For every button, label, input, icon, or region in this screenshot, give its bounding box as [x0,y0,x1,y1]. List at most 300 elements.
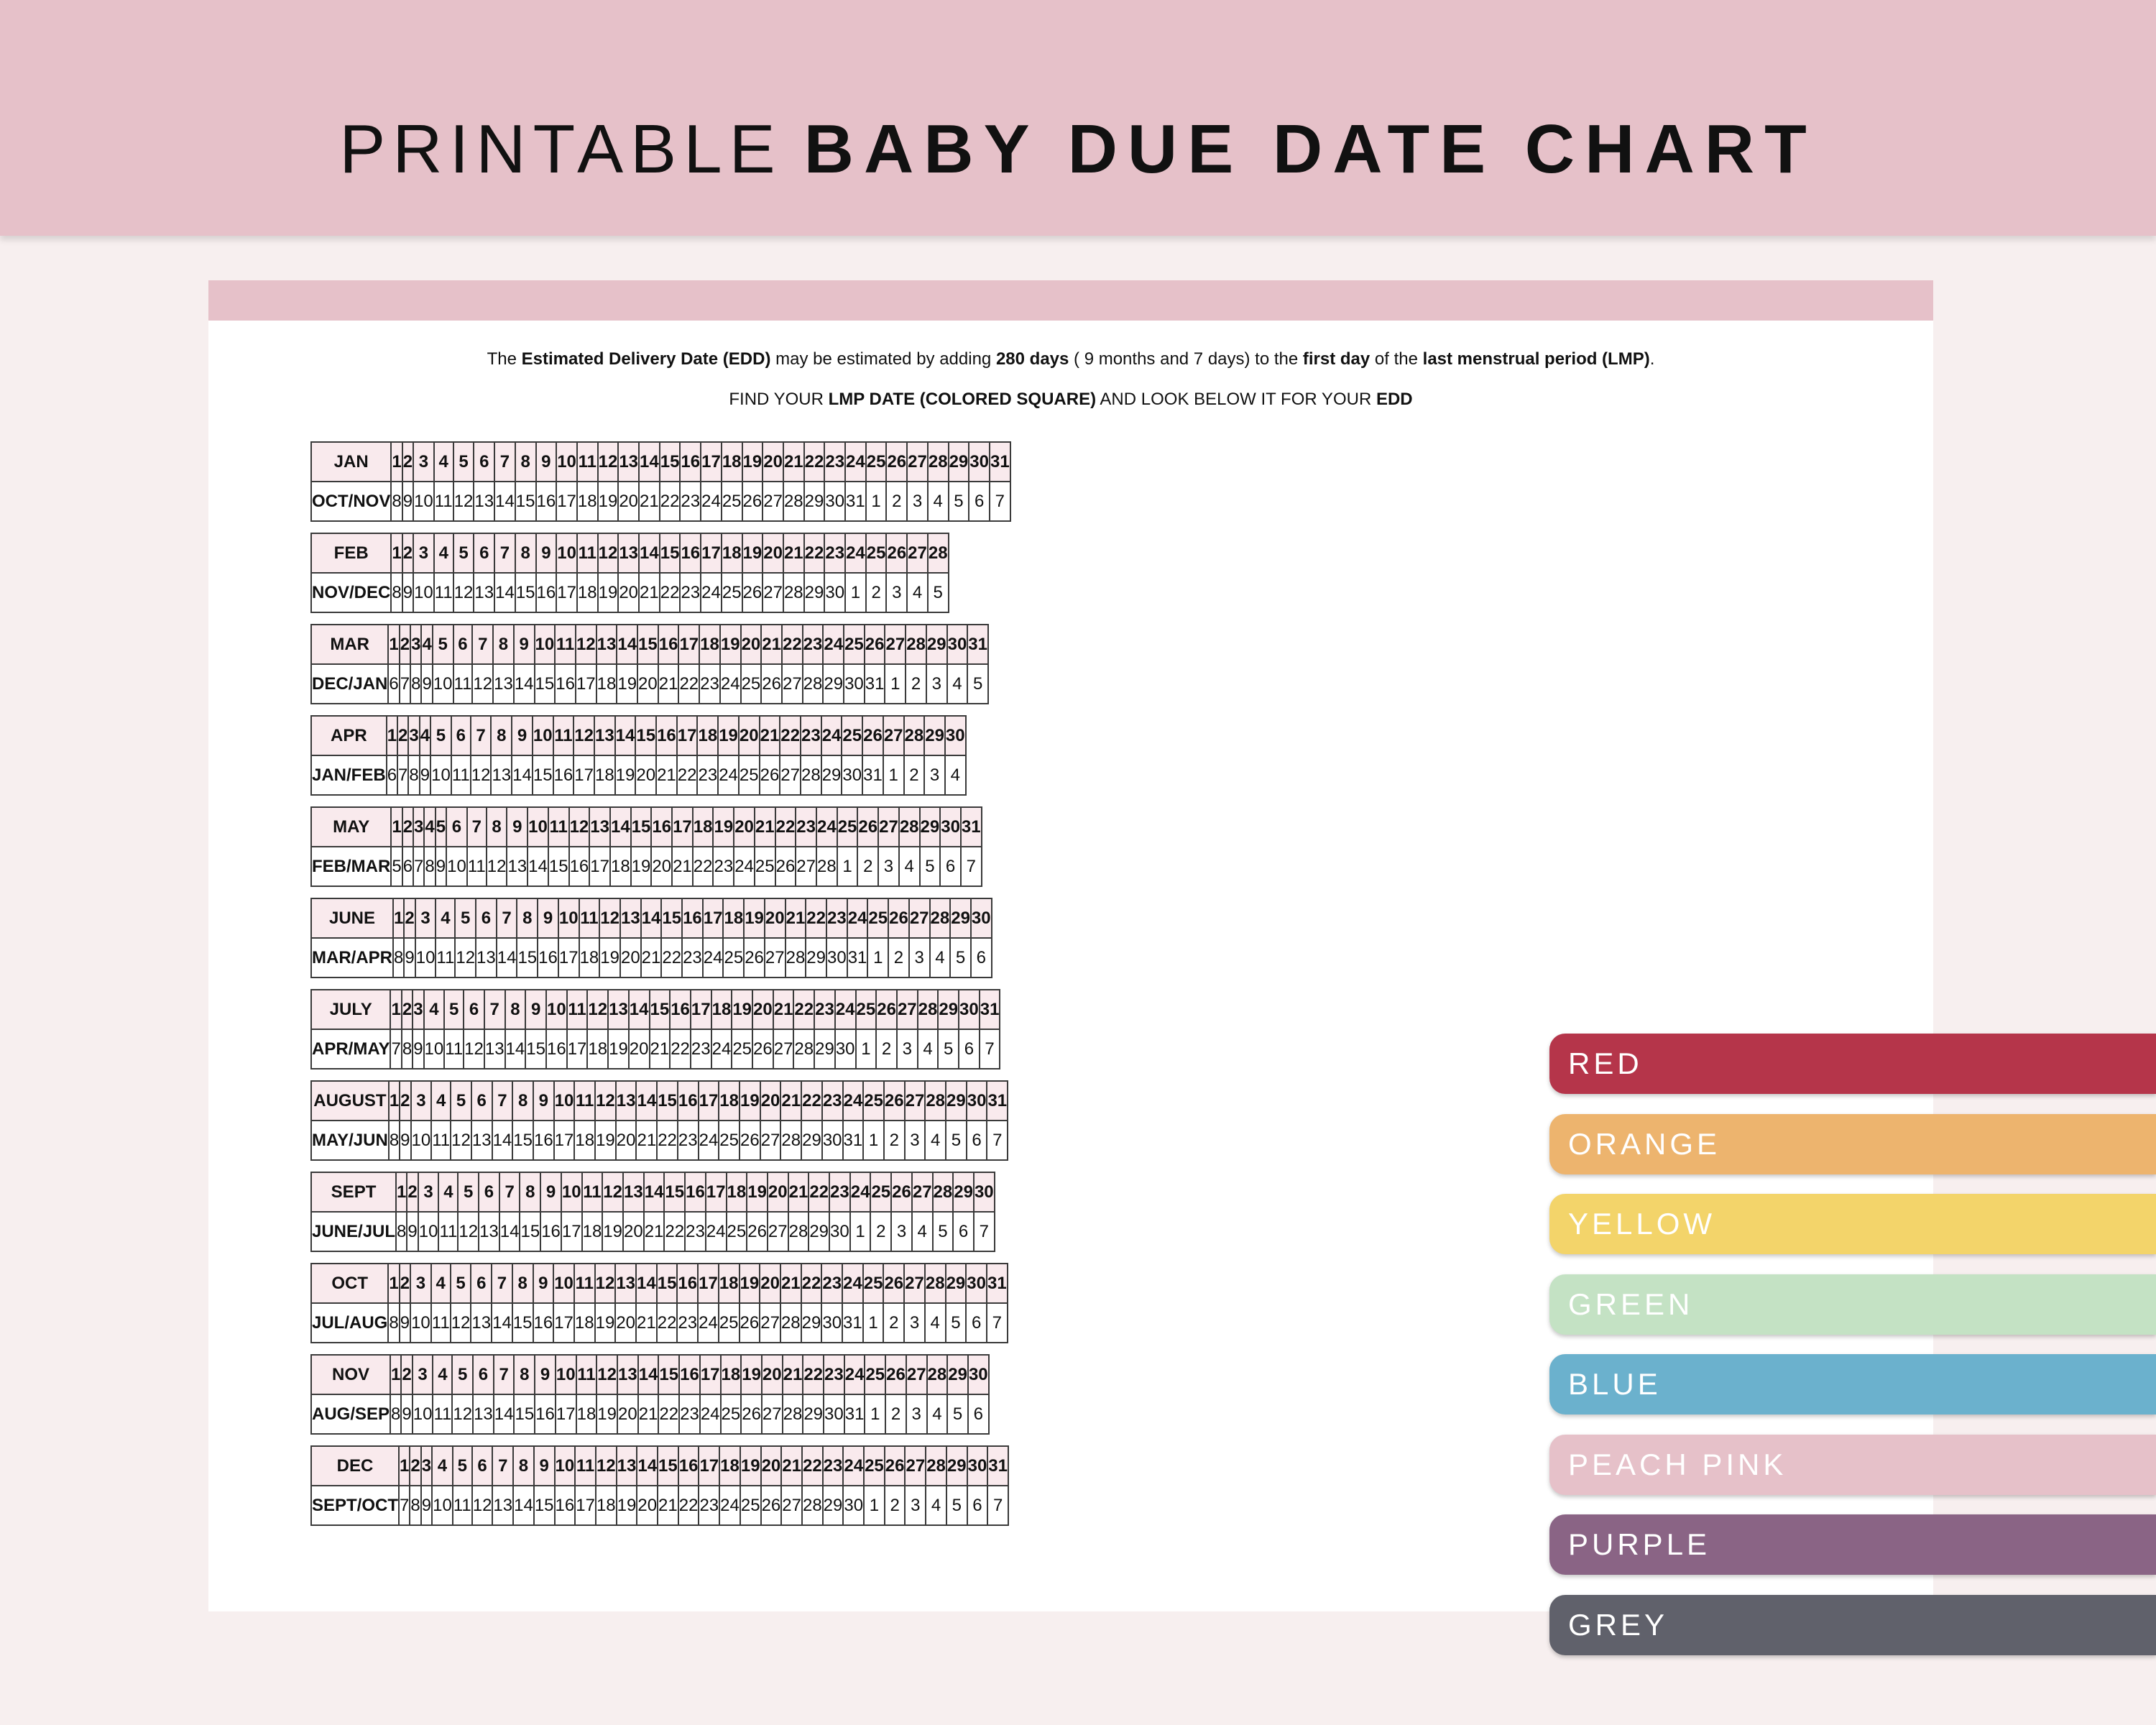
lmp-day-cell[interactable]: 26 [888,898,909,938]
lmp-day-cell[interactable]: 18 [693,807,714,847]
lmp-day-cell[interactable]: 20 [741,625,762,664]
lmp-day-cell[interactable]: 8 [520,1172,540,1212]
lmp-day-cell[interactable]: 10 [546,990,567,1029]
lmp-day-cell[interactable]: 19 [742,442,763,482]
lmp-day-cell[interactable]: 11 [553,716,574,755]
lmp-day-cell[interactable]: 23 [829,1172,850,1212]
lmp-day-cell[interactable]: 16 [685,1172,706,1212]
lmp-day-cell[interactable]: 31 [990,442,1010,482]
lmp-day-cell[interactable]: 4 [433,1355,452,1394]
lmp-day-cell[interactable]: 27 [878,807,899,847]
lmp-day-cell[interactable]: 16 [656,716,677,755]
lmp-day-cell[interactable]: 30 [947,625,968,664]
lmp-day-cell[interactable]: 1 [393,898,404,938]
lmp-day-cell[interactable]: 19 [742,533,763,573]
lmp-day-cell[interactable]: 22 [801,1081,822,1121]
lmp-day-cell[interactable]: 17 [701,442,722,482]
lmp-day-cell[interactable]: 9 [536,442,557,482]
lmp-day-cell[interactable]: 3 [413,990,423,1029]
lmp-day-cell[interactable]: 12 [599,898,620,938]
lmp-day-cell[interactable]: 1 [391,533,402,573]
lmp-day-cell[interactable]: 14 [615,716,636,755]
lmp-day-cell[interactable]: 10 [528,807,548,847]
lmp-day-cell[interactable]: 29 [920,807,941,847]
lmp-day-cell[interactable]: 18 [719,1081,740,1121]
lmp-day-cell[interactable]: 18 [719,1446,740,1486]
lmp-day-cell[interactable]: 23 [822,1081,843,1121]
lmp-day-cell[interactable]: 25 [867,898,888,938]
lmp-day-cell[interactable]: 24 [845,442,866,482]
lmp-day-cell[interactable]: 11 [582,1172,603,1212]
lmp-day-cell[interactable]: 20 [763,533,783,573]
lmp-day-cell[interactable]: 3 [411,1081,432,1121]
lmp-day-cell[interactable]: 19 [713,807,734,847]
lmp-day-cell[interactable]: 5 [436,807,446,847]
lmp-day-cell[interactable]: 15 [661,898,682,938]
lmp-day-cell[interactable]: 21 [773,990,794,1029]
lmp-day-cell[interactable]: 28 [930,898,951,938]
lmp-day-cell[interactable]: 10 [533,716,553,755]
lmp-day-cell[interactable]: 6 [464,990,484,1029]
lmp-day-cell[interactable]: 23 [803,625,824,664]
lmp-day-cell[interactable]: 19 [747,1172,768,1212]
lmp-day-cell[interactable]: 12 [598,442,619,482]
lmp-day-cell[interactable]: 14 [639,442,660,482]
lmp-day-cell[interactable]: 26 [865,625,885,664]
lmp-day-cell[interactable]: 13 [616,1081,637,1121]
lmp-day-cell[interactable]: 12 [573,716,594,755]
lmp-day-cell[interactable]: 6 [474,442,494,482]
lmp-day-cell[interactable]: 20 [762,1355,783,1394]
lmp-day-cell[interactable]: 14 [636,1081,657,1121]
color-swatch-red[interactable] [1549,1034,2156,1094]
lmp-day-cell[interactable]: 26 [883,1264,904,1303]
lmp-day-cell[interactable]: 13 [618,533,639,573]
lmp-day-cell[interactable]: 21 [783,1355,803,1394]
lmp-day-cell[interactable]: 20 [739,716,760,755]
lmp-day-cell[interactable]: 14 [638,1355,659,1394]
lmp-day-cell[interactable]: 18 [723,898,744,938]
lmp-day-cell[interactable]: 28 [899,807,920,847]
lmp-day-cell[interactable]: 8 [512,1081,533,1121]
lmp-day-cell[interactable]: 3 [418,1172,439,1212]
lmp-day-cell[interactable]: 8 [505,990,526,1029]
lmp-day-cell[interactable]: 13 [589,807,610,847]
lmp-day-cell[interactable]: 15 [657,1081,678,1121]
lmp-day-cell[interactable]: 3 [408,716,419,755]
lmp-day-cell[interactable]: 20 [760,1081,781,1121]
lmp-day-cell[interactable]: 20 [768,1172,788,1212]
lmp-day-cell[interactable]: 18 [722,533,742,573]
lmp-day-cell[interactable]: 1 [396,1172,407,1212]
lmp-day-cell[interactable]: 2 [397,716,408,755]
lmp-day-cell[interactable]: 4 [421,625,432,664]
lmp-day-cell[interactable]: 16 [679,1355,700,1394]
lmp-day-cell[interactable]: 3 [410,1264,431,1303]
color-swatch-blue[interactable] [1549,1354,2156,1414]
lmp-day-cell[interactable]: 27 [907,442,928,482]
lmp-day-cell[interactable]: 23 [824,533,845,573]
lmp-day-cell[interactable]: 19 [741,1355,762,1394]
lmp-day-cell[interactable]: 3 [413,1355,433,1394]
lmp-day-cell[interactable]: 10 [556,442,577,482]
lmp-day-cell[interactable]: 22 [775,807,796,847]
lmp-day-cell[interactable]: 30 [971,898,992,938]
lmp-day-cell[interactable]: 5 [444,990,464,1029]
lmp-day-cell[interactable]: 27 [904,1264,925,1303]
lmp-day-cell[interactable]: 24 [844,1355,865,1394]
lmp-day-cell[interactable]: 9 [535,1355,556,1394]
lmp-day-cell[interactable]: 25 [866,442,887,482]
lmp-day-cell[interactable]: 13 [617,1446,637,1486]
lmp-day-cell[interactable]: 21 [781,1446,802,1486]
lmp-day-cell[interactable]: 18 [711,990,732,1029]
lmp-day-cell[interactable]: 31 [987,1446,1008,1486]
lmp-day-cell[interactable]: 7 [492,1446,513,1486]
lmp-day-cell[interactable]: 7 [494,533,515,573]
lmp-day-cell[interactable]: 24 [847,898,868,938]
lmp-day-cell[interactable]: 23 [823,1446,844,1486]
lmp-day-cell[interactable]: 29 [946,1081,967,1121]
lmp-day-cell[interactable]: 9 [536,533,557,573]
lmp-day-cell[interactable]: 16 [677,1264,698,1303]
lmp-day-cell[interactable]: 10 [556,533,577,573]
lmp-day-cell[interactable]: 23 [824,442,845,482]
lmp-day-cell[interactable]: 25 [864,1446,885,1486]
lmp-day-cell[interactable]: 17 [699,1446,719,1486]
lmp-day-cell[interactable]: 15 [658,1355,679,1394]
lmp-day-cell[interactable]: 3 [415,898,436,938]
lmp-day-cell[interactable]: 26 [886,533,907,573]
lmp-day-cell[interactable]: 1 [391,442,402,482]
lmp-day-cell[interactable]: 16 [680,442,701,482]
lmp-day-cell[interactable]: 30 [969,442,990,482]
lmp-day-cell[interactable]: 12 [598,533,619,573]
lmp-day-cell[interactable]: 29 [949,442,969,482]
lmp-day-cell[interactable]: 22 [803,1355,824,1394]
lmp-day-cell[interactable]: 24 [843,1446,864,1486]
lmp-day-cell[interactable]: 16 [670,990,691,1029]
lmp-day-cell[interactable]: 15 [631,807,652,847]
lmp-day-cell[interactable]: 25 [865,1355,885,1394]
lmp-day-cell[interactable]: 29 [938,990,959,1029]
lmp-day-cell[interactable]: 17 [678,625,699,664]
lmp-day-cell[interactable]: 15 [660,533,681,573]
lmp-day-cell[interactable]: 28 [906,625,926,664]
lmp-day-cell[interactable]: 12 [595,1264,616,1303]
lmp-day-cell[interactable]: 23 [814,990,835,1029]
lmp-day-cell[interactable]: 20 [763,442,783,482]
lmp-day-cell[interactable]: 4 [434,533,453,573]
lmp-day-cell[interactable]: 8 [487,807,507,847]
lmp-day-cell[interactable]: 30 [968,1355,989,1394]
lmp-day-cell[interactable]: 12 [596,1355,617,1394]
lmp-day-cell[interactable]: 14 [636,1264,657,1303]
lmp-day-cell[interactable]: 5 [455,898,476,938]
lmp-day-cell[interactable]: 22 [804,442,825,482]
lmp-day-cell[interactable]: 3 [413,807,424,847]
lmp-day-cell[interactable]: 24 [845,533,866,573]
lmp-day-cell[interactable]: 18 [719,1264,740,1303]
lmp-day-cell[interactable]: 27 [906,1355,927,1394]
lmp-day-cell[interactable]: 28 [918,990,939,1029]
lmp-day-cell[interactable]: 8 [493,625,514,664]
lmp-day-cell[interactable]: 6 [476,898,497,938]
lmp-day-cell[interactable]: 17 [672,807,693,847]
lmp-day-cell[interactable]: 9 [514,625,535,664]
lmp-day-cell[interactable]: 22 [808,1172,829,1212]
lmp-day-cell[interactable]: 24 [835,990,856,1029]
lmp-day-cell[interactable]: 13 [623,1172,644,1212]
lmp-day-cell[interactable]: 14 [610,807,631,847]
lmp-day-cell[interactable]: 17 [706,1172,727,1212]
lmp-day-cell[interactable]: 2 [400,625,410,664]
lmp-day-cell[interactable]: 4 [424,807,435,847]
lmp-day-cell[interactable]: 29 [947,1355,968,1394]
lmp-day-cell[interactable]: 26 [885,1355,906,1394]
lmp-day-cell[interactable]: 8 [512,1264,533,1303]
lmp-day-cell[interactable]: 25 [870,1172,891,1212]
lmp-day-cell[interactable]: 14 [629,990,650,1029]
lmp-day-cell[interactable]: 10 [561,1172,582,1212]
lmp-day-cell[interactable]: 30 [966,1264,987,1303]
lmp-day-cell[interactable]: 11 [555,625,576,664]
lmp-day-cell[interactable]: 28 [928,442,949,482]
lmp-day-cell[interactable]: 16 [678,1081,699,1121]
lmp-day-cell[interactable]: 17 [701,533,722,573]
lmp-day-cell[interactable]: 10 [554,1081,575,1121]
lmp-day-cell[interactable]: 21 [783,442,804,482]
lmp-day-cell[interactable]: 15 [658,1446,678,1486]
lmp-day-cell[interactable]: 2 [401,1355,412,1394]
lmp-day-cell[interactable]: 16 [658,625,679,664]
lmp-day-cell[interactable]: 27 [909,898,930,938]
lmp-day-cell[interactable]: 30 [945,716,966,755]
lmp-day-cell[interactable]: 1 [390,1355,401,1394]
lmp-day-cell[interactable]: 29 [926,625,947,664]
lmp-day-cell[interactable]: 27 [883,716,904,755]
lmp-day-cell[interactable]: 5 [451,1264,471,1303]
lmp-day-cell[interactable]: 8 [515,533,536,573]
lmp-day-cell[interactable]: 10 [555,1446,576,1486]
lmp-day-cell[interactable]: 4 [432,1446,453,1486]
lmp-day-cell[interactable]: 22 [806,898,826,938]
lmp-day-cell[interactable]: 24 [842,1264,863,1303]
lmp-day-cell[interactable]: 19 [740,1264,760,1303]
lmp-day-cell[interactable]: 6 [479,1172,499,1212]
lmp-day-cell[interactable]: 25 [837,807,858,847]
color-swatch-peach-pink[interactable] [1549,1435,2156,1495]
lmp-day-cell[interactable]: 28 [925,1264,946,1303]
lmp-day-cell[interactable]: 6 [473,1355,494,1394]
color-swatch-green[interactable] [1549,1274,2156,1335]
lmp-day-cell[interactable]: 25 [842,716,862,755]
lmp-day-cell[interactable]: 21 [755,807,775,847]
lmp-day-cell[interactable]: 22 [780,716,801,755]
lmp-day-cell[interactable]: 29 [946,1446,967,1486]
lmp-day-cell[interactable]: 20 [760,1264,780,1303]
lmp-day-cell[interactable]: 23 [826,898,847,938]
lmp-day-cell[interactable]: 25 [856,990,877,1029]
lmp-day-cell[interactable]: 31 [987,1081,1008,1121]
lmp-day-cell[interactable]: 2 [402,990,413,1029]
lmp-day-cell[interactable]: 22 [793,990,814,1029]
lmp-day-cell[interactable]: 11 [575,1446,596,1486]
lmp-day-cell[interactable]: 22 [801,1264,822,1303]
lmp-day-cell[interactable]: 12 [569,807,590,847]
color-swatch-purple[interactable] [1549,1514,2156,1575]
lmp-day-cell[interactable]: 1 [387,716,397,755]
lmp-day-cell[interactable]: 27 [897,990,918,1029]
lmp-day-cell[interactable]: 14 [639,533,660,573]
lmp-day-cell[interactable]: 10 [556,1355,576,1394]
lmp-day-cell[interactable]: 28 [925,1081,946,1121]
lmp-day-cell[interactable]: 17 [698,1264,719,1303]
lmp-day-cell[interactable]: 29 [946,1264,967,1303]
lmp-day-cell[interactable]: 24 [823,625,844,664]
lmp-day-cell[interactable]: 24 [843,1081,864,1121]
lmp-day-cell[interactable]: 5 [453,1446,472,1486]
lmp-day-cell[interactable]: 17 [677,716,698,755]
lmp-day-cell[interactable]: 26 [862,716,883,755]
lmp-day-cell[interactable]: 2 [400,1081,410,1121]
lmp-day-cell[interactable]: 6 [446,807,467,847]
lmp-day-cell[interactable]: 7 [492,1081,513,1121]
lmp-day-cell[interactable]: 25 [866,533,887,573]
lmp-day-cell[interactable]: 24 [850,1172,871,1212]
lmp-day-cell[interactable]: 4 [424,990,445,1029]
lmp-day-cell[interactable]: 4 [436,898,455,938]
lmp-day-cell[interactable]: 8 [515,442,536,482]
lmp-day-cell[interactable]: 11 [576,1355,597,1394]
lmp-day-cell[interactable]: 11 [579,898,600,938]
lmp-day-cell[interactable]: 2 [402,442,413,482]
lmp-day-cell[interactable]: 11 [567,990,588,1029]
lmp-day-cell[interactable]: 11 [548,807,569,847]
lmp-day-cell[interactable]: 10 [558,898,579,938]
lmp-day-cell[interactable]: 16 [680,533,701,573]
lmp-day-cell[interactable]: 16 [651,807,672,847]
lmp-day-cell[interactable]: 18 [699,625,720,664]
lmp-day-cell[interactable]: 30 [940,807,961,847]
lmp-day-cell[interactable]: 7 [497,898,517,938]
lmp-day-cell[interactable]: 11 [577,533,598,573]
lmp-day-cell[interactable]: 25 [844,625,865,664]
lmp-day-cell[interactable]: 6 [453,625,473,664]
lmp-day-cell[interactable]: 7 [467,807,487,847]
lmp-day-cell[interactable]: 1 [389,1081,400,1121]
lmp-day-cell[interactable]: 17 [699,1081,719,1121]
lmp-day-cell[interactable]: 11 [574,1264,595,1303]
lmp-day-cell[interactable]: 18 [722,442,742,482]
lmp-day-cell[interactable]: 21 [783,533,804,573]
lmp-day-cell[interactable]: 3 [410,625,421,664]
lmp-day-cell[interactable]: 21 [761,625,782,664]
lmp-day-cell[interactable]: 28 [927,1355,948,1394]
lmp-day-cell[interactable]: 14 [641,898,662,938]
lmp-day-cell[interactable]: 18 [697,716,718,755]
lmp-day-cell[interactable]: 19 [740,1081,760,1121]
lmp-day-cell[interactable]: 2 [402,533,413,573]
lmp-day-cell[interactable]: 19 [718,716,739,755]
lmp-day-cell[interactable]: 6 [472,1446,493,1486]
lmp-day-cell[interactable]: 23 [801,716,821,755]
lmp-day-cell[interactable]: 19 [744,898,765,938]
lmp-day-cell[interactable]: 31 [961,807,982,847]
lmp-day-cell[interactable]: 9 [538,898,558,938]
lmp-day-cell[interactable]: 8 [514,1355,535,1394]
lmp-day-cell[interactable]: 26 [876,990,897,1029]
lmp-day-cell[interactable]: 7 [492,1264,512,1303]
lmp-day-cell[interactable]: 27 [907,533,928,573]
lmp-day-cell[interactable]: 7 [494,442,515,482]
lmp-day-cell[interactable]: 28 [928,533,949,573]
lmp-day-cell[interactable]: 12 [595,1081,616,1121]
lmp-day-cell[interactable]: 17 [691,990,711,1029]
lmp-day-cell[interactable]: 24 [821,716,842,755]
lmp-day-cell[interactable]: 31 [987,1264,1008,1303]
lmp-day-cell[interactable]: 18 [721,1355,742,1394]
lmp-day-cell[interactable]: 12 [587,990,608,1029]
lmp-day-cell[interactable]: 1 [391,807,402,847]
lmp-day-cell[interactable]: 24 [816,807,837,847]
lmp-day-cell[interactable]: 5 [451,1081,471,1121]
lmp-day-cell[interactable]: 11 [574,1081,595,1121]
lmp-day-cell[interactable]: 30 [967,1446,988,1486]
lmp-day-cell[interactable]: 21 [786,898,806,938]
lmp-day-cell[interactable]: 4 [431,1264,451,1303]
lmp-day-cell[interactable]: 20 [734,807,755,847]
lmp-day-cell[interactable]: 13 [615,1264,636,1303]
lmp-day-cell[interactable]: 9 [533,1264,554,1303]
lmp-day-cell[interactable]: 10 [553,1264,574,1303]
lmp-day-cell[interactable]: 15 [657,1264,678,1303]
lmp-day-cell[interactable]: 4 [434,442,453,482]
lmp-day-cell[interactable]: 12 [576,625,596,664]
lmp-day-cell[interactable]: 19 [732,990,752,1029]
lmp-day-cell[interactable]: 8 [513,1446,534,1486]
lmp-day-cell[interactable]: 7 [494,1355,515,1394]
lmp-day-cell[interactable]: 13 [617,1355,638,1394]
lmp-day-cell[interactable]: 28 [926,1446,946,1486]
lmp-day-cell[interactable]: 11 [577,442,598,482]
lmp-day-cell[interactable]: 18 [727,1172,747,1212]
color-swatch-orange[interactable] [1549,1114,2156,1174]
lmp-day-cell[interactable]: 23 [796,807,816,847]
lmp-day-cell[interactable]: 2 [400,1264,410,1303]
lmp-day-cell[interactable]: 5 [458,1172,479,1212]
lmp-day-cell[interactable]: 17 [703,898,724,938]
lmp-day-cell[interactable]: 7 [471,716,492,755]
lmp-day-cell[interactable]: 30 [959,990,980,1029]
color-swatch-yellow[interactable] [1549,1194,2156,1254]
lmp-day-cell[interactable]: 5 [452,1355,473,1394]
lmp-day-cell[interactable]: 25 [863,1264,884,1303]
lmp-day-cell[interactable]: 30 [967,1081,987,1121]
lmp-day-cell[interactable]: 19 [740,1446,761,1486]
lmp-day-cell[interactable]: 27 [905,1081,926,1121]
lmp-day-cell[interactable]: 2 [402,807,413,847]
lmp-day-cell[interactable]: 20 [752,990,773,1029]
lmp-day-cell[interactable]: 26 [885,1446,906,1486]
lmp-day-cell[interactable]: 22 [782,625,803,664]
lmp-day-cell[interactable]: 23 [821,1264,842,1303]
lmp-day-cell[interactable]: 1 [388,625,399,664]
lmp-day-cell[interactable]: 15 [660,442,681,482]
lmp-day-cell[interactable]: 20 [765,898,786,938]
lmp-day-cell[interactable]: 26 [891,1172,912,1212]
color-swatch-grey[interactable] [1549,1595,2156,1655]
